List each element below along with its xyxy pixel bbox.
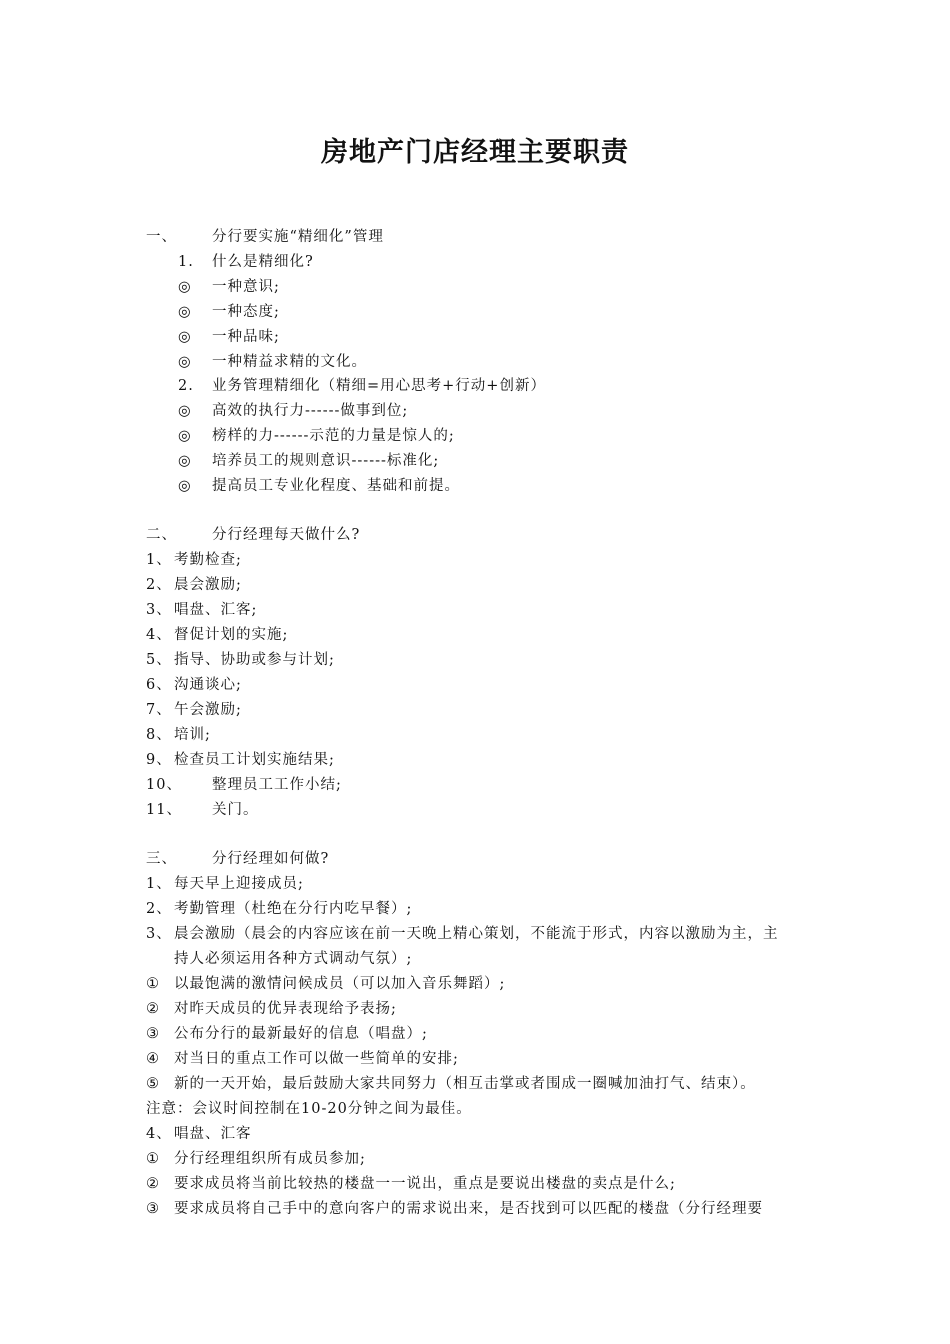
heading-marker: 一、 xyxy=(146,229,177,245)
item-text: 要求成员将当前比较热的楼盘一一说出，重点是要说出楼盘的卖点是什么; xyxy=(174,1176,676,1192)
circled-number-icon: ④ xyxy=(146,1051,160,1067)
item-text: 培训; xyxy=(174,727,211,743)
circled-number-icon: ⑤ xyxy=(146,1076,160,1092)
item-text: 整理员工工作小结; xyxy=(212,777,342,793)
item-text: 唱盘、汇客 xyxy=(174,1126,252,1142)
bullet-icon: ◎ xyxy=(178,329,192,345)
heading-marker: 二、 xyxy=(146,527,177,543)
item-text: 关门。 xyxy=(212,802,259,818)
item-marker: 4、 xyxy=(146,1126,172,1142)
item-marker: 11、 xyxy=(146,802,182,818)
item-text: 业务管理精细化（精细=用心思考+行动+创新） xyxy=(212,378,546,394)
circled-number-icon: ③ xyxy=(146,1026,160,1042)
circled-number-icon: ③ xyxy=(146,1201,160,1217)
item-text: 高效的执行力------做事到位; xyxy=(212,403,409,419)
item-text: 要求成员将自己手中的意向客户的需求说出来，是否找到可以匹配的楼盘（分行经理要 xyxy=(174,1201,763,1217)
item-text: 公布分行的最新最好的信息（唱盘）; xyxy=(174,1026,428,1042)
item-text: 一种态度; xyxy=(212,304,280,320)
item-marker: 3、 xyxy=(146,926,172,942)
heading-marker: 三、 xyxy=(146,851,177,867)
item-text: 检查员工计划实施结果; xyxy=(174,752,335,768)
item-marker: 8、 xyxy=(146,727,172,743)
note-text: 注意：会议时间控制在10-20分钟之间为最佳。 xyxy=(146,1101,472,1117)
item-text: 分行经理组织所有成员参加; xyxy=(174,1151,366,1167)
circled-number-icon: ② xyxy=(146,1176,160,1192)
item-text: 一种精益求精的文化。 xyxy=(212,354,367,370)
item-text: 晨会激励（晨会的内容应该在前一天晚上精心策划，不能流于形式，内容以激励为主，主 xyxy=(174,926,779,942)
item-text: 督促计划的实施; xyxy=(174,627,289,643)
item-marker: 1、 xyxy=(146,876,172,892)
bullet-icon: ◎ xyxy=(178,453,192,469)
bullet-icon: ◎ xyxy=(178,279,192,295)
item-marker: 9、 xyxy=(146,752,172,768)
item-marker: 2. xyxy=(178,378,194,394)
item-text: 新的一天开始，最后鼓励大家共同努力（相互击掌或者围成一圈喊加油打气、结束）。 xyxy=(174,1076,756,1092)
item-text: 午会激励; xyxy=(174,702,242,718)
item-marker: 1. xyxy=(178,254,194,270)
item-marker: 1、 xyxy=(146,552,172,568)
item-marker: 2、 xyxy=(146,577,172,593)
item-text: 对当日的重点工作可以做一些简单的安排; xyxy=(174,1051,459,1067)
circled-number-icon: ① xyxy=(146,1151,160,1167)
heading-text: 分行要实施“精细化”管理 xyxy=(212,229,384,245)
item-text: 沟通谈心; xyxy=(174,677,242,693)
item-text: 指导、协助或参与计划; xyxy=(174,652,335,668)
item-text: 一种品味; xyxy=(212,329,280,345)
item-text: 一种意识; xyxy=(212,279,280,295)
item-marker: 2、 xyxy=(146,901,172,917)
item-text: 什么是精细化? xyxy=(212,254,314,270)
heading-text: 分行经理每天做什么? xyxy=(212,527,361,543)
item-marker: 7、 xyxy=(146,702,172,718)
circled-number-icon: ② xyxy=(146,1001,160,1017)
bullet-icon: ◎ xyxy=(178,403,192,419)
item-text: 考勤管理（杜绝在分行内吃早餐）; xyxy=(174,901,413,917)
item-text: 培养员工的规则意识------标准化; xyxy=(212,453,440,469)
item-marker: 6、 xyxy=(146,677,172,693)
item-text: 提高员工专业化程度、基础和前提。 xyxy=(212,478,460,494)
heading-text: 分行经理如何做? xyxy=(212,851,330,867)
bullet-icon: ◎ xyxy=(178,354,192,370)
item-marker: 5、 xyxy=(146,652,172,668)
item-marker: 10、 xyxy=(146,777,182,793)
item-text: 考勤检查; xyxy=(174,552,242,568)
item-text: 唱盘、汇客; xyxy=(174,602,258,618)
circled-number-icon: ① xyxy=(146,976,160,992)
item-text: 持人必须运用各种方式调动气氛）; xyxy=(174,951,413,967)
document-title: 房地产门店经理主要职责 xyxy=(321,137,629,168)
item-marker: 3、 xyxy=(146,602,172,618)
item-text: 每天早上迎接成员; xyxy=(174,876,304,892)
item-text: 晨会激励; xyxy=(174,577,242,593)
bullet-icon: ◎ xyxy=(178,428,192,444)
item-text: 对昨天成员的优异表现给予表扬; xyxy=(174,1001,397,1017)
bullet-icon: ◎ xyxy=(178,304,192,320)
item-text: 榜样的力------示范的力量是惊人的; xyxy=(212,428,455,444)
item-text: 以最饱满的激情问候成员（可以加入音乐舞蹈）; xyxy=(174,976,506,992)
bullet-icon: ◎ xyxy=(178,478,192,494)
item-marker: 4、 xyxy=(146,627,172,643)
